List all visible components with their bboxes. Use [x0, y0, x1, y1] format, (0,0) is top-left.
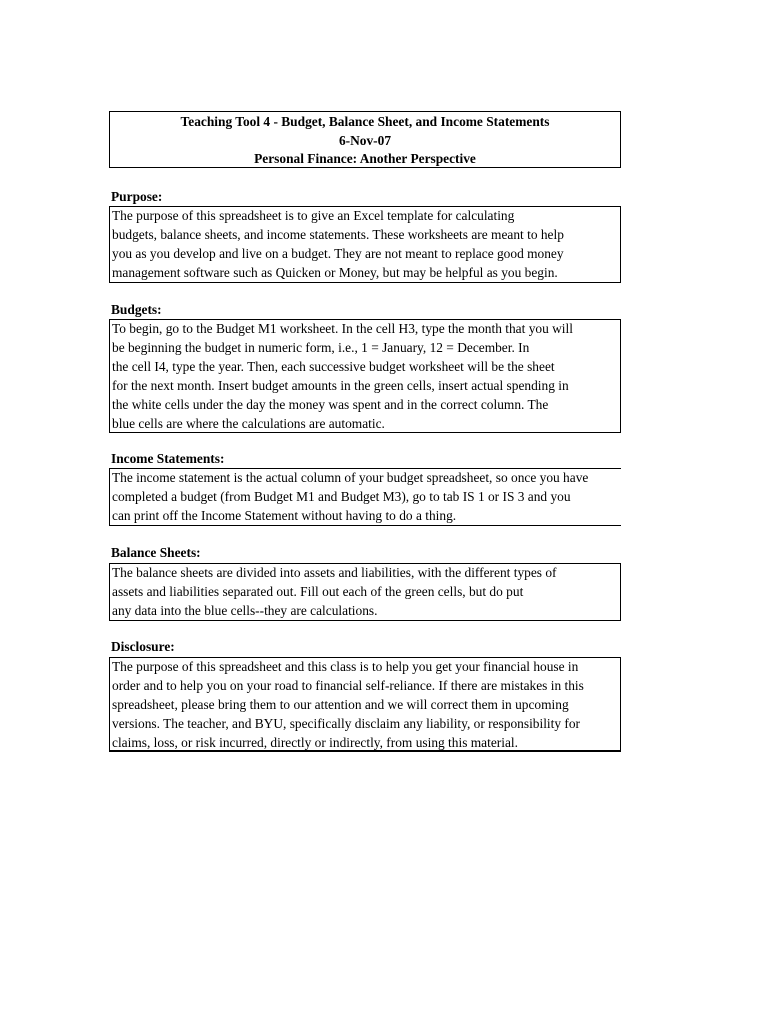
text-line: The purpose of this spreadsheet is to give an Excel template for calculating — [112, 208, 515, 223]
text-line: To begin, go to the Budget M1 worksheet. In the cell H3, type the month that you will — [112, 321, 573, 336]
purpose-heading: Purpose: — [111, 189, 163, 204]
text-line: completed a budget (from Budget M1 and Budget M3), go to tab IS 1 or IS 3 and you — [112, 488, 571, 504]
text-line: the cell I4, type the year. Then, each successive budget worksheet will be the sheet — [112, 358, 555, 374]
text-line: The income statement is the actual column of your budget spreadsheet, so once you have — [112, 470, 589, 485]
text-line: blue cells are where the calculations are automatic. — [112, 415, 385, 431]
balance-sheets-box — [109, 563, 621, 621]
text-line: versions. The teacher, and BYU, specifically disclaim any liability, or responsibility for — [112, 715, 581, 731]
text-line: assets and liabilities separated out. Fill out each of the green cells, but do put — [112, 583, 524, 599]
text-line: any data into the blue cells--they are calculations. — [112, 602, 378, 618]
text-line: The purpose of this spreadsheet and this class is to help you get your financial house in — [112, 659, 579, 674]
text-line: you as you develop and live on a budget. They are not meant to replace good money — [112, 245, 564, 261]
text-line: for the next month. Insert budget amounts in the green cells, insert actual spending in — [112, 377, 569, 393]
text-line: budgets, balance sheets, and income statements. These worksheets are meant to help — [112, 226, 564, 242]
disclosure-box — [109, 657, 621, 752]
text-line: order and to help you on your road to financial self-reliance. If there are mistakes in this — [112, 677, 584, 693]
disclosure-heading: Disclosure: — [111, 639, 175, 654]
document-subtitle: Personal Finance: Another Perspective — [254, 151, 476, 166]
purpose-box — [109, 206, 621, 283]
text-line: the white cells under the day the money was spent and in the correct column. The — [112, 396, 549, 412]
income-statements-box — [109, 468, 621, 526]
text-line: claims, loss, or risk incurred, directly or indirectly, from using this material. — [112, 734, 518, 750]
text-line: be beginning the budget in numeric form, i.e., 1 = January, 12 = December. In — [112, 339, 530, 355]
document-title: Teaching Tool 4 - Budget, Balance Sheet, and Income Statements — [180, 114, 550, 129]
income-statements-heading: Income Statements: — [111, 451, 225, 466]
budgets-heading: Budgets: — [111, 302, 162, 317]
balance-sheets-heading: Balance Sheets: — [111, 545, 201, 560]
title-block — [109, 111, 621, 168]
document-date: 6-Nov-07 — [338, 132, 392, 148]
text-line: management software such as Quicken or Money, but may be helpful as you begin. — [112, 264, 558, 280]
text-line: The balance sheets are divided into assets and liabilities, with the different types of — [112, 565, 557, 580]
text-line: spreadsheet, please bring them to our attention and we will correct them in upcoming — [112, 696, 569, 712]
budgets-box — [109, 319, 621, 433]
text-line: can print off the Income Statement without having to do a thing. — [112, 507, 457, 523]
